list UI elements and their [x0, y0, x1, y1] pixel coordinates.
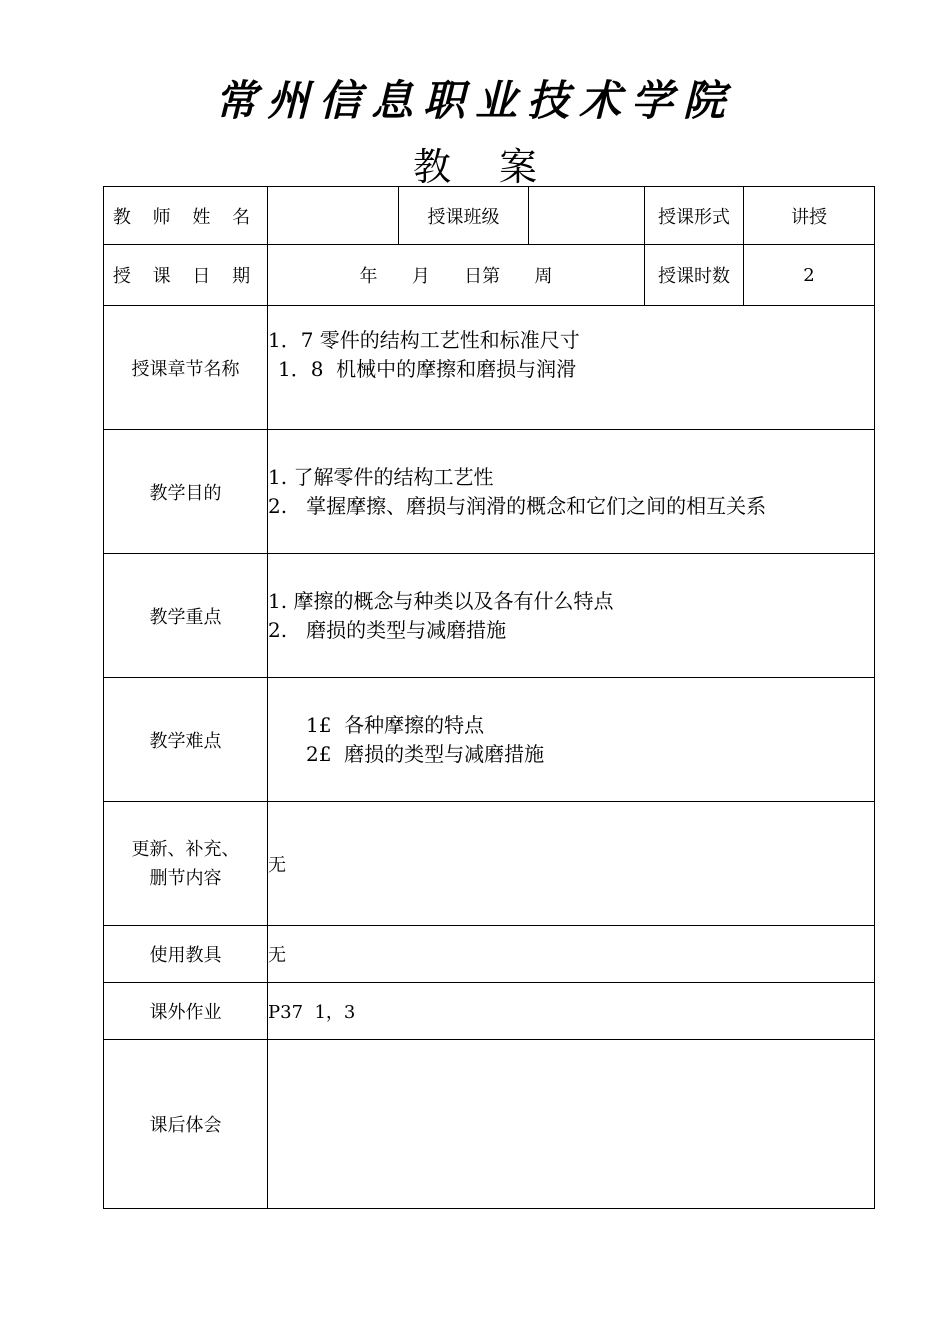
chapter-content [268, 306, 875, 430]
hours-label: 授课时数 [645, 245, 744, 306]
difficulties-content [268, 678, 875, 802]
format-value: 讲授 [744, 187, 875, 245]
reflection-label: 课后体会 [104, 1040, 268, 1209]
chapter-label: 授课章节名称 [104, 306, 268, 430]
teacher-row [104, 187, 875, 245]
homework-label: 课外作业 [104, 983, 268, 1040]
objectives-line-1: 1. 了解零件的结构工艺性 [268, 464, 494, 489]
objectives-line-2: 2. 掌握摩擦、磨损与润滑的概念和它们之间的相互关系 [268, 493, 767, 518]
date-value: 年 月 日第 周 [268, 245, 645, 306]
objectives-label: 教学目的 [104, 430, 268, 554]
chapter-row [104, 306, 875, 430]
date-row [104, 245, 875, 306]
format-label: 授课形式 [645, 187, 744, 245]
reflection-value [268, 1040, 875, 1209]
tools-row [104, 926, 875, 983]
document-title: 教案 [412, 145, 585, 189]
school-name: 常州信息职业技术学院 [214, 76, 735, 125]
difficulties-label: 教学难点 [104, 678, 268, 802]
updates-label-line-2: 删节内容 [149, 867, 222, 889]
teacher-name-label: 教 师 姓 名 [104, 187, 268, 245]
tools-label: 使用教具 [104, 926, 268, 983]
updates-row [104, 802, 875, 926]
key-points-label: 教学重点 [104, 554, 268, 678]
key-points-line-1: 1. 摩擦的概念与种类以及各有什么特点 [268, 588, 614, 613]
difficulties-row [104, 678, 875, 802]
date-label: 授 课 日 期 [104, 245, 268, 306]
reflection-row [104, 1040, 875, 1209]
tools-value: 无 [268, 926, 875, 983]
homework-value: P37 1，3 [268, 983, 875, 1040]
hours-value: 2 [744, 245, 875, 306]
key-points-content [268, 554, 875, 678]
updates-label [104, 802, 268, 926]
lesson-plan-table [103, 186, 875, 1209]
homework-row [104, 983, 875, 1040]
class-label: 授课班级 [399, 187, 529, 245]
chapter-line-1: 1．7 零件的结构工艺性和标准尺寸 [268, 328, 580, 352]
objectives-content [268, 430, 875, 554]
updates-value: 无 [268, 802, 875, 926]
difficulties-line-2: 2£ 磨损的类型与减磨措施 [306, 741, 545, 766]
objectives-row [104, 430, 875, 554]
chapter-line-2: 1．8 机械中的摩擦和磨损与润滑 [278, 357, 577, 381]
key-points-line-2: 2. 磨损的类型与减磨措施 [268, 617, 507, 642]
difficulties-line-1: 1£ 各种摩擦的特点 [306, 712, 485, 737]
updates-label-line-1: 更新、补充、 [131, 838, 240, 860]
teacher-name-value [268, 187, 399, 245]
class-value [529, 187, 645, 245]
key-points-row [104, 554, 875, 678]
